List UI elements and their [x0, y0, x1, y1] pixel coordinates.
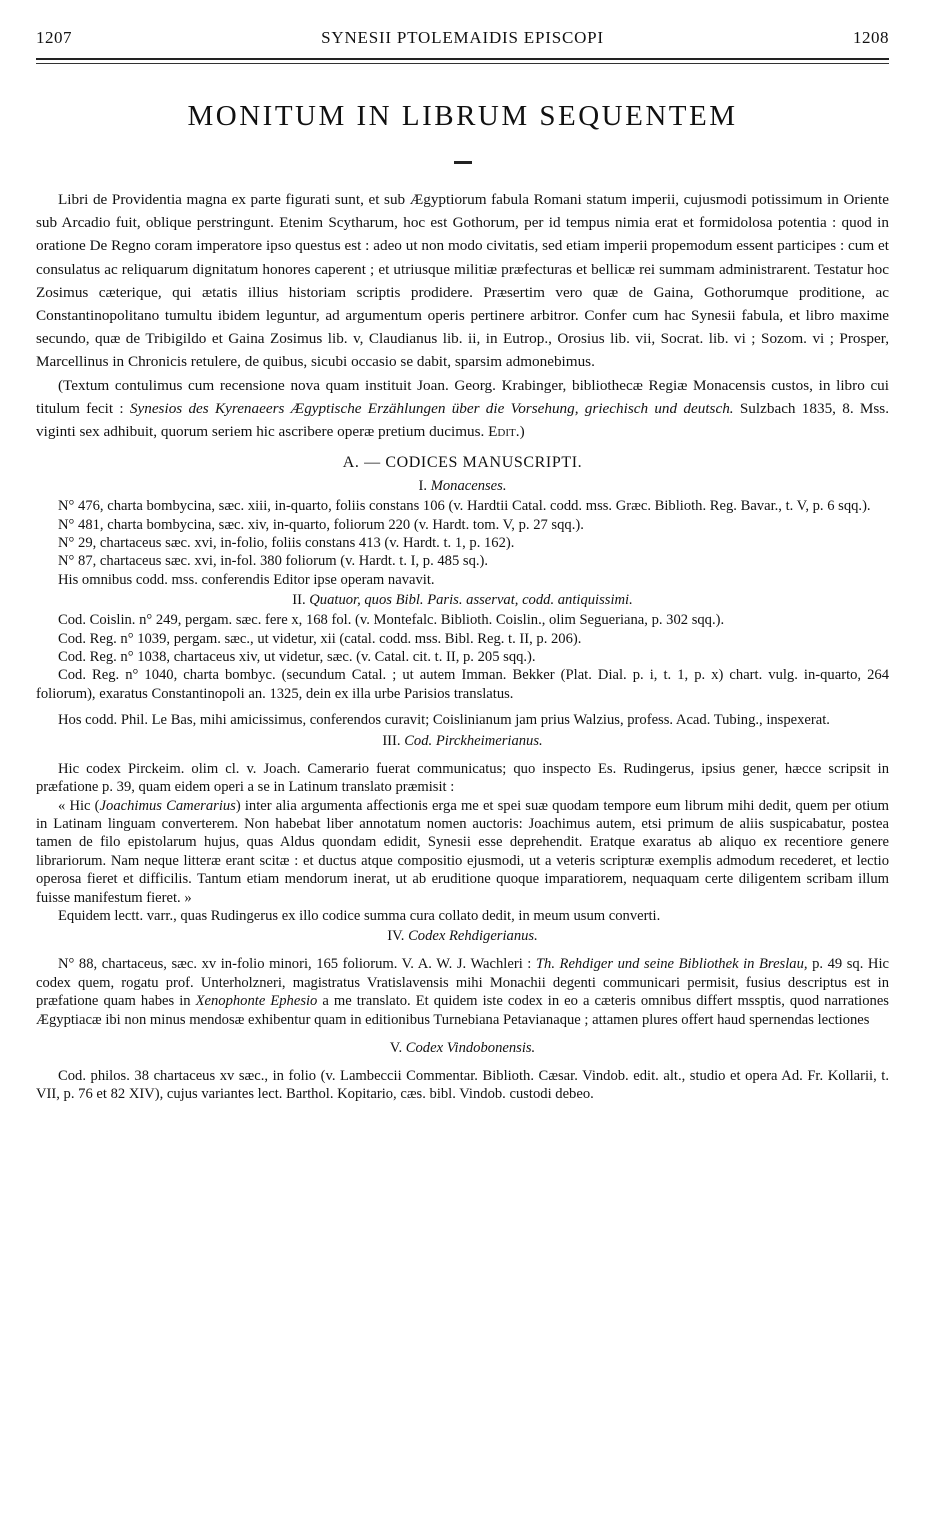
intro — [36, 188, 889, 443]
entry-line: Hos codd. Phil. Le Bas, mihi amicissimus, conferendos curavit; Coislinianum jam prius Walzius, profess. Acad. Tubing., inspexerat. — [58, 712, 830, 729]
intro-paragraph-2 — [36, 374, 889, 444]
running-head — [36, 28, 889, 48]
section-4-body — [36, 955, 889, 1029]
entry-line: N° 481, charta bombycina, sæc. xiv, in-quarto, foliorum 220 (v. Hardt. tom. V, p. 27 sqq.). — [58, 516, 584, 533]
header-rule-thin — [36, 63, 889, 64]
section-4-name: Codex Rehdigerianus. — [408, 928, 538, 945]
spacer — [36, 1029, 889, 1037]
entry-line: Cod. Reg. n° 1039, pergam. sæc., ut videtur, xii (catal. codd. mss. Bibl. Reg. t. II, p. 206). — [58, 630, 582, 647]
running-title: SYNESII PTOLEMAIDIS EPISCOPI — [321, 28, 604, 47]
entry-line: N° 29, chartaceus sæc. xvi, in-folio, foliis constans 413 (v. Hardt. t. 1, p. 162). — [58, 535, 515, 552]
section-2-number: II. — [292, 592, 306, 609]
page-title: MONITUM IN LIBRUM SEQUENTEM — [187, 100, 738, 132]
entry-line: N° 87, chartaceus sæc. xvi, in-fol. 380 foliorum (v. Hardt. t. I, p. 485 sq.). — [58, 553, 489, 570]
spacer — [36, 703, 889, 711]
page-number-right: 1208 — [853, 28, 889, 47]
section-3-number: III. — [382, 732, 401, 749]
section-4-paragraph — [36, 955, 889, 1029]
s4-italic-2: Xenophonte Ephesio — [195, 993, 318, 1010]
section-3-paragraph-2: Equidem lectt. varr., quas Rudingerus ex illo codice summa cura collato dedit, in meum usum converti. — [58, 907, 661, 924]
section-1-number: I. — [418, 478, 428, 495]
entry-line: N° 476, charta bombycina, sæc. xiii, in-quarto, foliis constans 106 (v. Hardtii Catal. codd. mss. Græc. Biblioth. Reg. Bavar., t. V, p. 6 sqq.). — [58, 498, 871, 515]
section-1-body — [36, 497, 889, 589]
intro-paragraph-1: Libri de Providentia magna ex parte figurati sunt, et sub Ægyptiorum fabula Romani statum imperii, cujusmodi potissimum in Oriente sub Arcadio fuit, oblique perstringunt. Etenim Scytharum, hoc est Gothorum, per id tempus nimia erat et formidolosa potentia : quod in oratione De Regno coram imperatore ipso questus est : adeo ut non modo civitatis, sed etiam imperii propemodum essent participes : cum et consulatus ac reliquarum dignitatum honores caperent ; et utriusque militiæ præfecturas et bellicæ rei summam administrarent. Testatur hoc Zosimus cæterique, qui ætatis illius historiam scriptis prodidere. Præsertim vero quæ de Gaina, Gothorumque proditione, ac Constantinopolitano tumultu ibidem leguntur, ad argumentum operis pertinere arbitror. Confer cum hac Synesii fabula, et libro maxime secundo, quæ de Tribigildo et Gaina Zosimus lib. v, Claudianus lib. ii, in Eutrop., Orosius lib. vii, Socrat. lib. vi ; Sozom. vi ; Prosper, Marcellinus in Chronicis retulere, de quibus, sicubi occasio se dabit, sparsim admonebimus. — [36, 191, 889, 371]
section-3-quote — [36, 797, 889, 907]
quote-name: Joachimus Camerarius — [99, 797, 236, 814]
header-rule — [36, 58, 889, 60]
entry-line: Cod. Reg. n° 1038, chartaceus xiv, ut videtur, sæc. (v. Catal. cit. t. II, p. 205 sqq.). — [58, 649, 536, 666]
intro-p2-text: (Textum contulimus cum recensione nova quam instituit Joan. Georg. Krabinger, bibliothecæ Regiæ Monacensis custos, in libro cui titulum fecit : — [36, 376, 889, 417]
section-5-paragraph: Cod. philos. 38 chartaceus xv sæc., in folio (v. Lambeccii Commentar. Biblioth. Cæsar. Vindob. edit. alt., studio et opera Ad. Fr. Kollarii, t. VII, p. 76 et 82 XIV), cujus variantes lect. Barthol. Kopitario, cæs. bibl. Vindob. custodi debeo. — [36, 1067, 889, 1103]
intro-p2-book-title: Synesios des Kyrenaeers Ægyptische Erzählungen über die Vorsehung, griechisch und deutsch. — [129, 399, 734, 417]
section-1-heading — [36, 475, 889, 497]
title-dash — [454, 161, 472, 164]
section-a-heading: A. — CODICES MANUSCRIPTI. — [342, 454, 583, 472]
entry-line: Cod. Coislin. n° 249, pergam. sæc. fere x, 168 fol. (v. Montefalc. Biblioth. Coislin., olim Segueriana, p. 302 sqq.). — [58, 612, 725, 629]
entry-line: His omnibus codd. mss. conferendis Editor ipse operam navavit. — [58, 571, 435, 588]
section-5-name: Codex Vindobonensis. — [405, 1039, 536, 1056]
spacer — [36, 1059, 889, 1067]
intro-p2-edit: Edit. — [488, 423, 520, 441]
quote-text-a: « Hic ( — [58, 797, 100, 814]
spacer — [36, 947, 889, 955]
intro-p2-text-b: Sulzbach 1835, 8. Mss. viginti sex adhibuit, quorum seriem hic ascribere operæ pretium ducimus. — [36, 399, 890, 441]
section-1-name: Monacenses. — [430, 478, 507, 495]
section-3-heading — [36, 730, 889, 752]
s4-text-b: p. 49 sq. Hic codex quem, rogatu prof. Unterholzneri, magistratus Vratislavensis mihi Monachii degenti communicari permisit, fusius descriptus est in præfatione quam habes in — [36, 956, 889, 1010]
section-4-heading — [36, 925, 889, 947]
section-2-body — [36, 611, 889, 729]
quote-text-b: ) inter alia argumenta affectionis erga me et spei suæ quodam tempore eum librum mihi dedit, quem per otium in Latinam linguam converterem. Non habebat liber annotatum nomen auctoris: Joachimus autem, etsi primum de aliis suspicabatur, postea tamen de filo epistolarum hujus, quas Aldus quondam edidit, Synesii esse deprehendit. Eratque exaratus ab aliquo ex recentiore genere librariorum. Nam neque litteræ erant scitæ : et ductus atque compositio ejusmodi, ut a veteris scripturæ exemplis admodum recederet, et lectio operosa fieret et difficilis. Tantum etiam mendorum inerat, ut ab eruditione quoque imparatiorem, nequaquam certe diligentem scribam illum fuisse manifestum fieret. » — [36, 797, 889, 906]
page-number-left: 1207 — [36, 28, 72, 47]
section-3-paragraph-1: Hic codex Pirckeim. olim cl. v. Joach. Camerario fuerat communicatus; quo inspecto Es. Rudingerus, ipsius gener, hæcce scripsit in præfatione p. 39, quam eidem operi a se in Latinum translato præmisit : — [36, 760, 889, 796]
entry-line: Cod. Reg. n° 1040, charta bombyc. (secundum Catal. ; ut autem Imman. Bekker (Plat. Dial. p. i, t. 1, p. x) chart. vulg. in-quarto, 264 foliorum), exaratus Constantinopoli an. 1325, dein ex illa urbe Parisios translatus. — [36, 667, 889, 702]
intro-p2-end: ) — [519, 423, 525, 441]
section-3-body — [36, 760, 889, 926]
s4-italic-1: Th. Rehdiger und seine Bibliothek in Breslau, — [535, 956, 808, 973]
section-5-number: V. — [389, 1039, 403, 1056]
section-3-name: Cod. Pirckheimerianus. — [404, 732, 543, 749]
section-4-number: IV. — [387, 928, 405, 945]
s4-text-c: a me translato. Et quidem iste codex in eo a cæteris omnibus differt mssptis, quod narrationes Ægyptiacæ ibi non minus mendosæ exhibentur quam in editionibus Turnebiana Petavianaque ; attamen plures offert haud spernendas lectiones — [36, 993, 889, 1028]
section-2-name: Quatuor, quos Bibl. Paris. asservat, codd. antiquissimi. — [309, 592, 633, 609]
s4-text-a: N° 88, chartaceus, sæc. xv in-folio minori, 165 foliorum. V. A. W. J. Wachleri : — [58, 956, 536, 973]
section-5-heading — [36, 1037, 889, 1059]
spacer — [36, 752, 889, 760]
section-5-body — [36, 1067, 889, 1104]
section-2-heading — [36, 589, 889, 611]
